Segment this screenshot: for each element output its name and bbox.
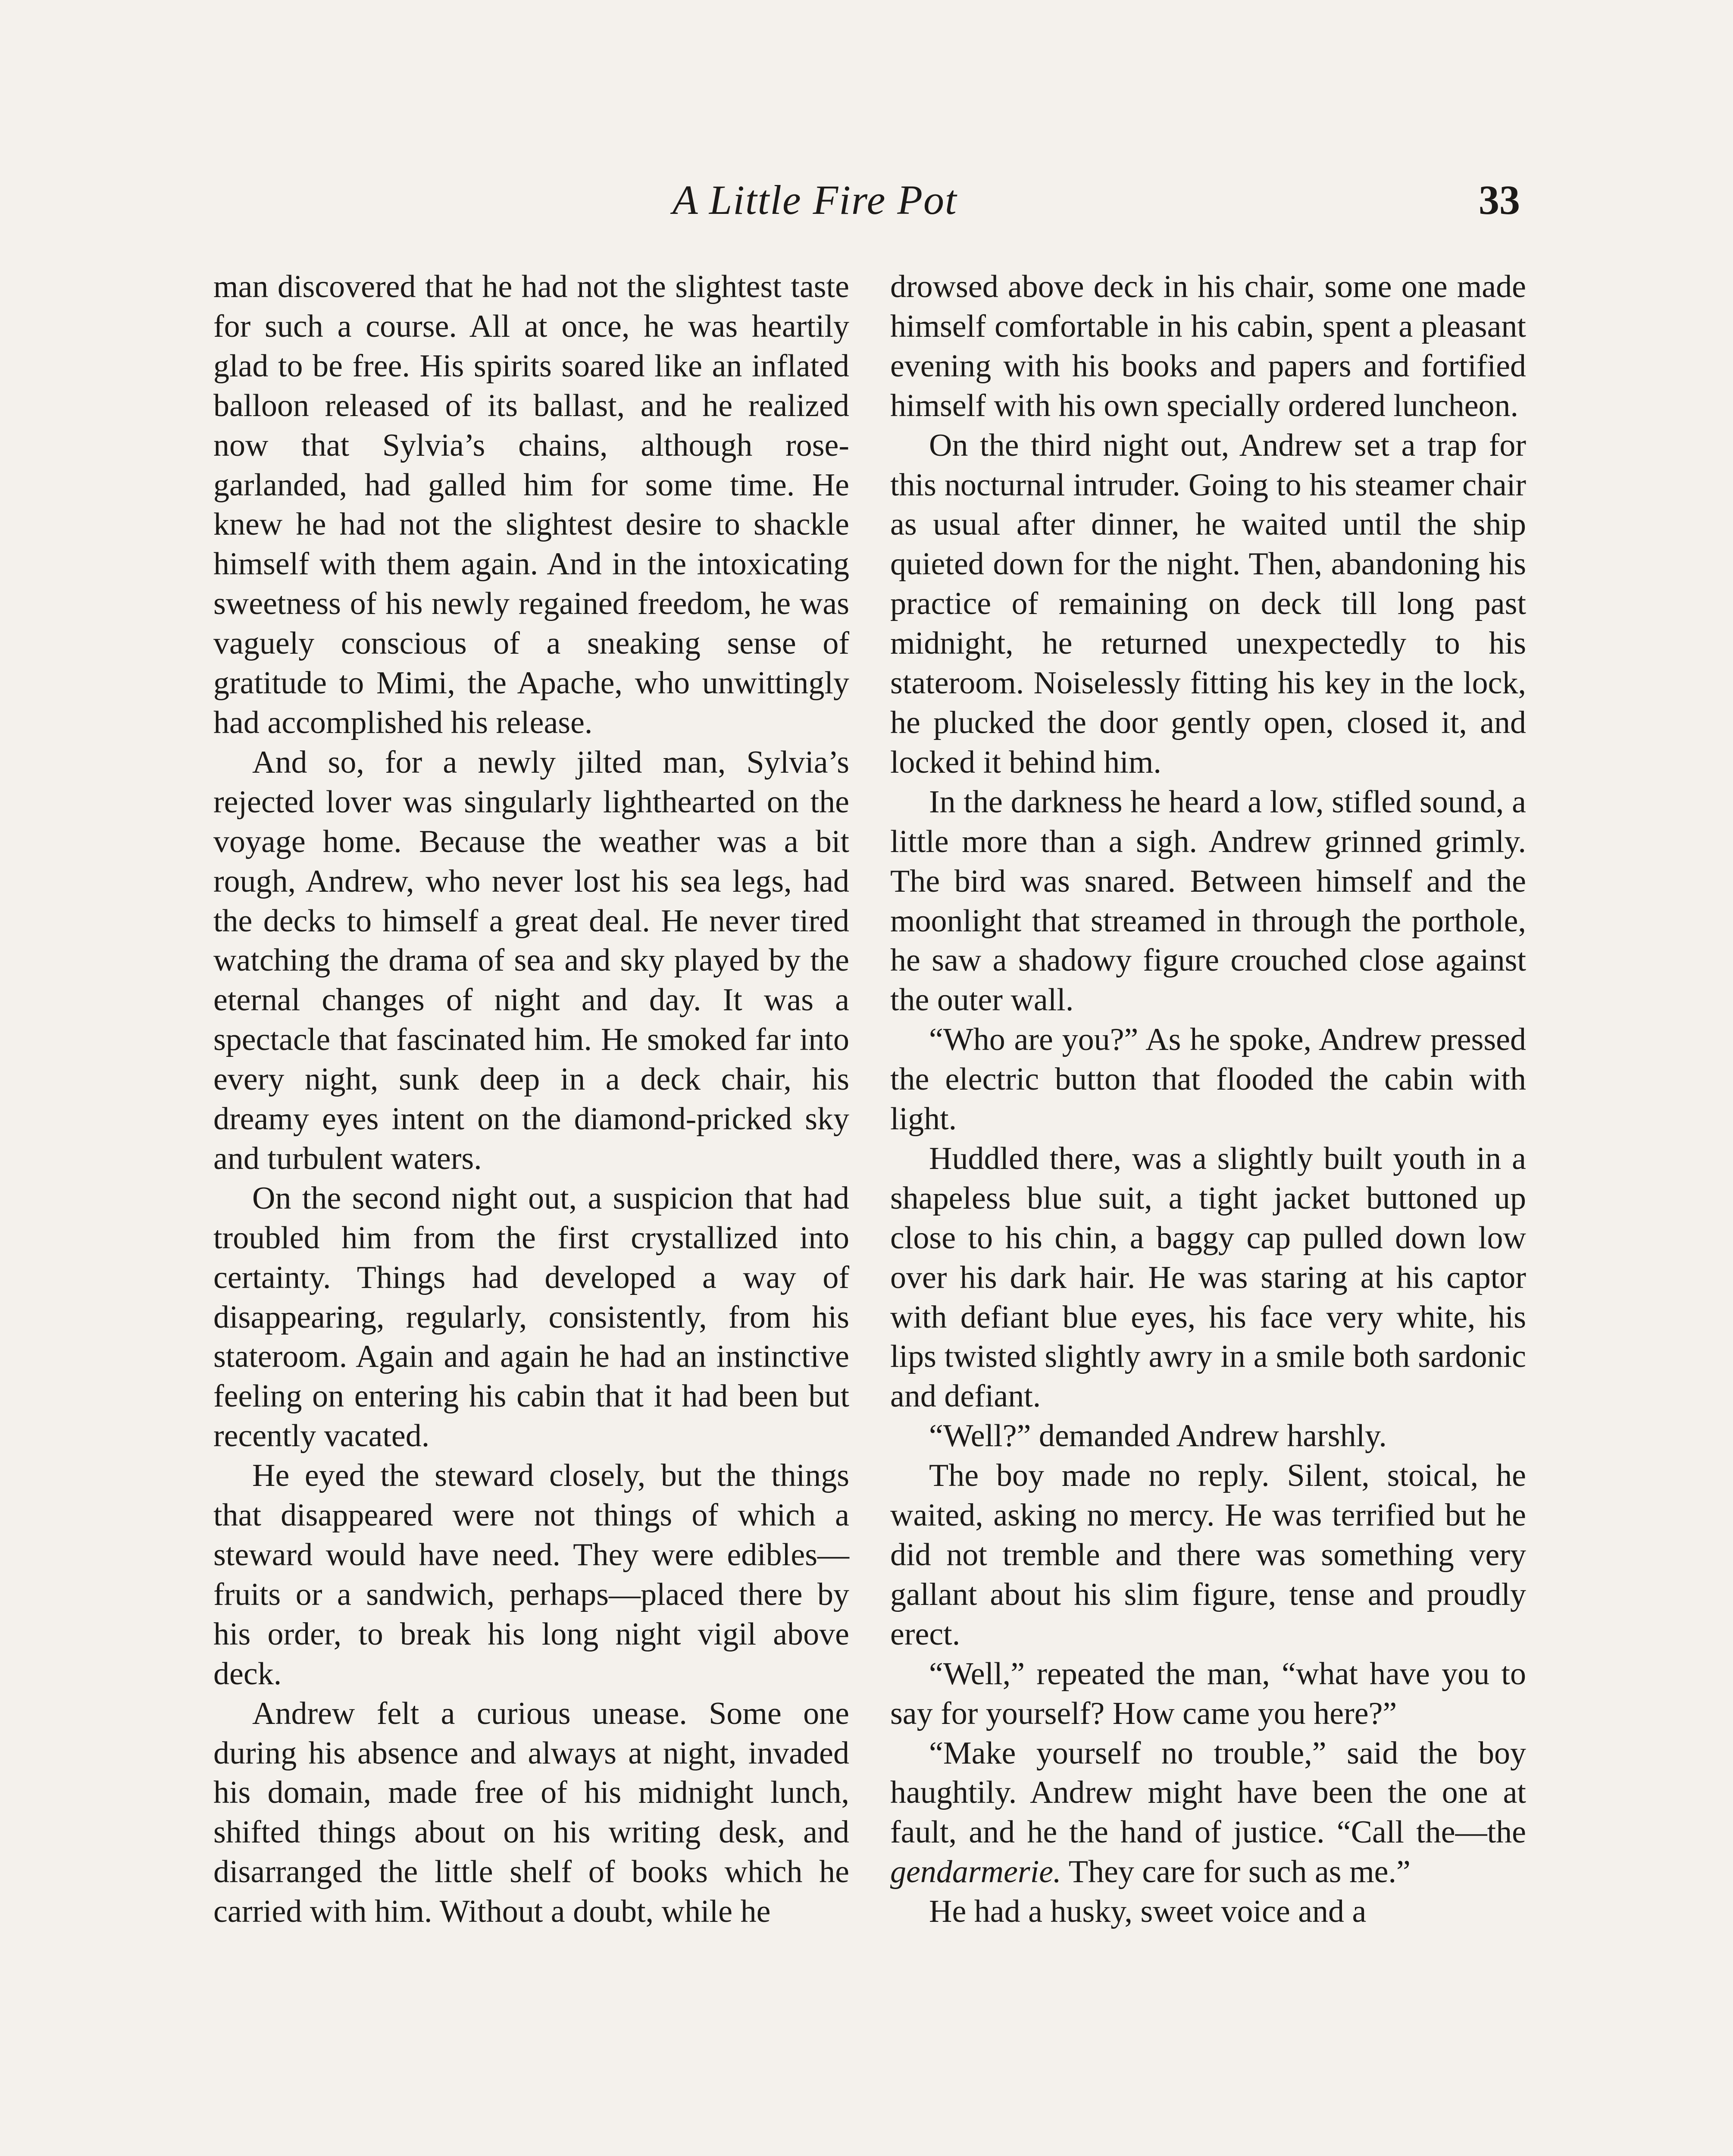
paragraph: man discovered that he had not the slightest taste for such a course. All at once, he was heartily glad to be free. His spirits soared like an inflated balloon released of its ballast, and he realized now that Sylvia’s chains, although rose-garlanded, had galled him for some time. He knew he had not the slightest desire to shackle himself with them again. And in the intoxicating sweetness of his newly regained freedom, he was vaguely conscious of a sneaking sense of gratitude to Mimi, the Apache, who unwittingly had accomplished his release.: [213, 269, 849, 740]
paragraph-text: “Make yourself no trouble,” said the boy haughtily. Andrew might have been the one at fault, and he the hand of justice. “Call the—the: [890, 1735, 1526, 1850]
running-header-title: A Little Fire Pot: [673, 177, 957, 223]
paragraph: In the darkness he heard a low, stifled sound, a little more than a sigh. Andrew grinned grimly. The bird was snared. Between himself and the moonlight that streamed in through the porthole, he saw a shadowy figure crouched close against the outer wall.: [890, 784, 1526, 1018]
paragraph: “Well?” demanded Andrew harshly.: [929, 1418, 1387, 1454]
paragraph: “Well,” repeated the man, “what have you to say for yourself? How came you here?”: [890, 1656, 1526, 1731]
paragraph-text: They care for such as me.”: [1061, 1854, 1411, 1890]
paragraph: He eyed the steward closely, but the things that disappeared were not things of which a steward would have need. They were edibles—fruits or a sandwich, perhaps—placed there by his order, to break his long night vigil above deck.: [213, 1458, 849, 1692]
italic-term: gendarmerie.: [890, 1854, 1061, 1890]
paragraph: [890, 1734, 1526, 1893]
paragraph: On the second night out, a suspicion that had troubled him from the first crystallized into certainty. Things had developed a way of disappearing, regularly, consistently, from his stateroom. Again and again he had an instinctive feeling on entering his cabin that it had been but recently vacated.: [213, 1180, 849, 1454]
paragraph: He had a husky, sweet voice and a: [929, 1894, 1367, 1930]
left-column: [213, 267, 849, 1932]
paragraph: Andrew felt a curious unease. Some one during his absence and always at night, invaded his domain, made free of his midnight lunch, shifted things about on his writing desk, and disarranged the little shelf of books which he carried with him. Without a doubt, while he: [213, 1695, 849, 1930]
page-number: 33: [1479, 177, 1520, 223]
paragraph: The boy made no reply. Silent, stoical, he waited, asking no mercy. He was terrified but he did not tremble and there was something very gallant about his slim figure, tense and proudly erect.: [890, 1458, 1526, 1652]
paragraph: Huddled there, was a slightly built youth in a shapeless blue suit, a tight jacket buttoned up close to his chin, a baggy cap pulled down low over his dark hair. He was staring at his captor with defiant blue eyes, his face very white, his lips twisted slightly awry in a smile both sardonic and defiant.: [890, 1141, 1526, 1414]
paragraph: On the third night out, Andrew set a trap for this nocturnal intruder. Going to his steamer chair as usual after dinner, he waited until the ship quieted down for the night. Then, abandoning his practice of remaining on deck till long past midnight, he returned unexpectedly to his stateroom. Noiselessly fitting his key in the lock, he plucked the door gently open, closed it, and locked it behind him.: [890, 427, 1526, 780]
paragraph: And so, for a newly jilted man, Sylvia’s rejected lover was singularly lighthearted on the voyage home. Because the weather was a bit rough, Andrew, who never lost his sea legs, had the decks to himself a great deal. He never tired watching the drama of sea and sky played by the eternal changes of night and day. It was a spectacle that fascinated him. He smoked far into every night, sunk deep in a deck chair, his dreamy eyes intent on the diamond-pricked sky and turbulent waters.: [213, 744, 849, 1176]
paragraph: “Who are you?” As he spoke, Andrew pressed the electric button that flooded the cabin with light.: [890, 1022, 1526, 1137]
right-column: [890, 267, 1526, 1932]
paragraph: drowsed above deck in his chair, some one made himself comfortable in his cabin, spent a pleasant evening with his books and papers and fortified himself with his own specially ordered luncheon.: [890, 269, 1526, 423]
